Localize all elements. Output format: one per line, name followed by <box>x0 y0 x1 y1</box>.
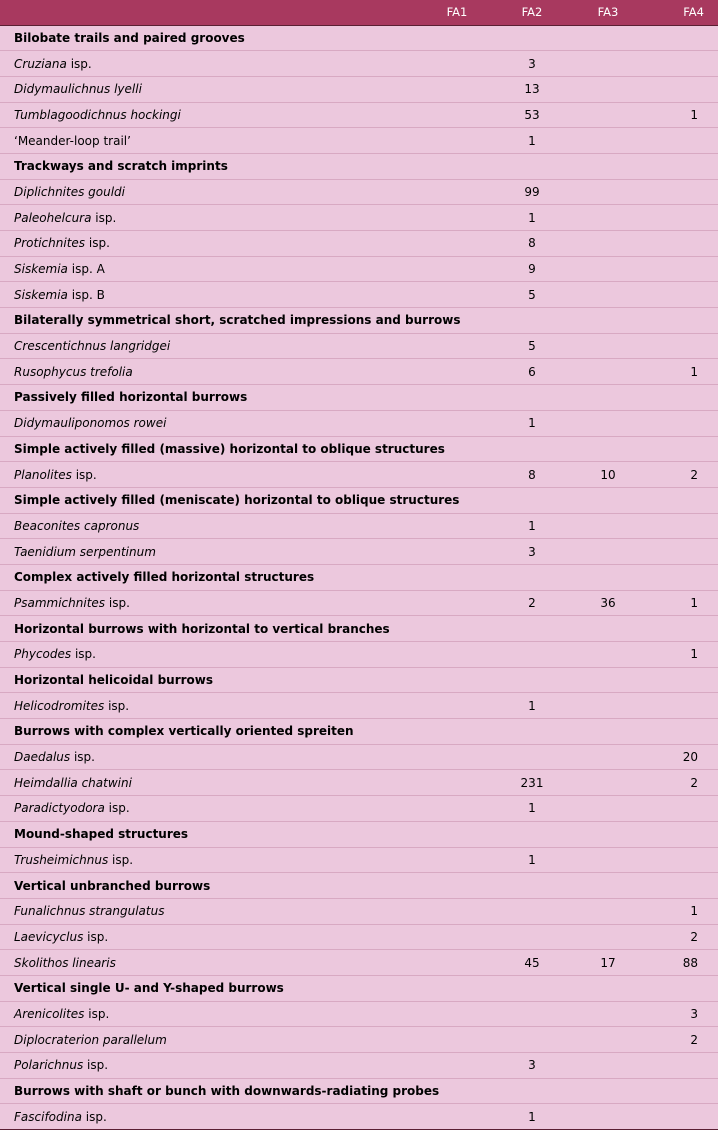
table-row <box>0 179 718 205</box>
group-row <box>0 487 718 513</box>
group-row <box>0 564 718 590</box>
taxon-italic: Laevicyclus <box>14 929 84 944</box>
table-row <box>0 76 718 102</box>
table-row <box>0 924 718 950</box>
count-fa3: 17 <box>570 950 646 976</box>
count-fa4: 2 <box>646 770 718 796</box>
taxon-italic: Skolithos linearis <box>14 955 116 970</box>
count-fa2 <box>494 642 570 668</box>
taxon-italic: Trusheimichnus <box>14 852 109 867</box>
taxon-name <box>0 410 420 436</box>
count-fa2: 1 <box>494 693 570 719</box>
count-fa2: 2 <box>494 590 570 616</box>
header-fa1: FA1 <box>420 0 494 25</box>
count-fa3 <box>570 1001 646 1027</box>
taxon-italic: Crescentichnus langridgei <box>14 339 171 354</box>
taxon-name <box>0 76 420 102</box>
taxon-suffix: isp. <box>83 1058 109 1073</box>
taxon-italic: Daedalus <box>14 750 71 765</box>
taxon-suffix: isp. <box>104 801 130 816</box>
group-row <box>0 153 718 179</box>
group-title: Trackways and scratch imprints <box>0 153 718 179</box>
count-fa4 <box>646 76 718 102</box>
group-title: Vertical unbranched burrows <box>0 873 718 899</box>
count-fa4: 1 <box>646 642 718 668</box>
taxon-suffix: isp. <box>85 236 110 251</box>
count-fa2: 1 <box>494 796 570 822</box>
table-row <box>0 1053 718 1079</box>
count-fa1 <box>420 256 494 282</box>
count-fa4 <box>646 179 718 205</box>
group-row <box>0 308 718 334</box>
table-row <box>0 410 718 436</box>
count-fa3 <box>570 282 646 308</box>
taxon-name <box>0 693 420 719</box>
count-fa4 <box>646 128 718 154</box>
count-fa4: 1 <box>646 590 718 616</box>
taxon-suffix: isp. <box>83 929 109 944</box>
taxon-italic: Arenicolites <box>14 1006 85 1021</box>
count-fa2: 1 <box>494 410 570 436</box>
count-fa1 <box>420 462 494 488</box>
taxon-suffix: isp. <box>108 852 134 867</box>
table-row <box>0 642 718 668</box>
count-fa3 <box>570 205 646 231</box>
taxon-name <box>0 231 420 257</box>
group-title: Horizontal burrows with horizontal to vertical branches <box>0 616 718 642</box>
header-fa4: FA4 <box>646 0 718 25</box>
taxon-italic: Beaconites capronus <box>14 518 140 533</box>
count-fa2: 9 <box>494 256 570 282</box>
count-fa3 <box>570 102 646 128</box>
taxon-name <box>0 128 420 154</box>
count-fa4 <box>646 513 718 539</box>
count-fa3 <box>570 359 646 385</box>
taxon-name <box>0 744 420 770</box>
count-fa3: 10 <box>570 462 646 488</box>
taxon-suffix: ‘Meander-loop trail’ <box>14 133 131 148</box>
table-row <box>0 256 718 282</box>
taxon-name <box>0 333 420 359</box>
group-row <box>0 975 718 1001</box>
table-row <box>0 950 718 976</box>
taxon-italic: Funalichnus strangulatus <box>14 904 165 919</box>
count-fa2 <box>494 1027 570 1053</box>
table-row <box>0 898 718 924</box>
count-fa2: 53 <box>494 102 570 128</box>
count-fa1 <box>420 128 494 154</box>
taxon-italic: Diplichnites gouldi <box>14 184 126 199</box>
group-row <box>0 436 718 462</box>
count-fa4: 88 <box>646 950 718 976</box>
table-row <box>0 205 718 231</box>
table-row <box>0 770 718 796</box>
count-fa2: 1 <box>494 1104 570 1130</box>
table-row <box>0 102 718 128</box>
count-fa3 <box>570 796 646 822</box>
group-title: Vertical single U- and Y-shaped burrows <box>0 975 718 1001</box>
count-fa3 <box>570 1053 646 1079</box>
group-title: Burrows with shaft or bunch with downwards-radiating probes <box>0 1078 718 1104</box>
count-fa2: 3 <box>494 1053 570 1079</box>
group-title: Horizontal helicoidal burrows <box>0 667 718 693</box>
taxon-suffix: isp. <box>70 750 95 765</box>
taxon-italic: Heimdallia chatwini <box>14 775 132 790</box>
count-fa4 <box>646 410 718 436</box>
taxon-italic: Protichnites <box>14 236 86 251</box>
table-row <box>0 847 718 873</box>
count-fa4 <box>646 256 718 282</box>
taxon-name <box>0 1053 420 1079</box>
count-fa2: 45 <box>494 950 570 976</box>
count-fa1 <box>420 333 494 359</box>
count-fa3 <box>570 231 646 257</box>
taxon-italic: Didymaulichnus lyelli <box>14 82 142 97</box>
count-fa2 <box>494 898 570 924</box>
count-fa1 <box>420 1053 494 1079</box>
count-fa3 <box>570 1027 646 1053</box>
count-fa1 <box>420 539 494 565</box>
count-fa2: 13 <box>494 76 570 102</box>
count-fa1 <box>420 179 494 205</box>
group-title: Bilaterally symmetrical short, scratched impressions and burrows <box>0 308 718 334</box>
count-fa3 <box>570 898 646 924</box>
count-fa2: 6 <box>494 359 570 385</box>
count-fa4 <box>646 693 718 719</box>
header-blank <box>0 0 420 25</box>
count-fa2 <box>494 1001 570 1027</box>
taxon-italic: Cruziana <box>14 56 67 71</box>
table-row <box>0 333 718 359</box>
count-fa4 <box>646 205 718 231</box>
count-fa2: 1 <box>494 205 570 231</box>
taxon-name <box>0 770 420 796</box>
taxon-name <box>0 205 420 231</box>
count-fa1 <box>420 744 494 770</box>
count-fa3 <box>570 256 646 282</box>
count-fa4 <box>646 539 718 565</box>
taxon-suffix: isp. <box>71 647 96 662</box>
taxon-italic: Psammichnites <box>14 595 106 610</box>
taxon-italic: Helicodromites <box>14 698 105 713</box>
header-row <box>0 0 718 25</box>
count-fa3 <box>570 179 646 205</box>
taxon-italic: Didymauliponomos rowei <box>14 416 167 431</box>
count-fa3 <box>570 76 646 102</box>
taxon-italic: Fascifodina <box>14 1109 82 1124</box>
table-body <box>0 25 718 1130</box>
count-fa1 <box>420 642 494 668</box>
count-fa1 <box>420 51 494 77</box>
header-fa3: FA3 <box>570 0 646 25</box>
count-fa3 <box>570 924 646 950</box>
count-fa3 <box>570 847 646 873</box>
table-row <box>0 539 718 565</box>
count-fa1 <box>420 693 494 719</box>
taxon-italic: Paradictyodora <box>14 801 105 816</box>
group-row <box>0 616 718 642</box>
count-fa2: 5 <box>494 333 570 359</box>
count-fa4 <box>646 847 718 873</box>
table-row <box>0 744 718 770</box>
taxon-suffix: isp. <box>66 56 92 71</box>
table-row <box>0 231 718 257</box>
taxon-name <box>0 462 420 488</box>
count-fa4 <box>646 333 718 359</box>
taxon-suffix: isp. <box>91 210 117 225</box>
count-fa2: 99 <box>494 179 570 205</box>
count-fa4: 20 <box>646 744 718 770</box>
group-title: Complex actively filled horizontal structures <box>0 564 718 590</box>
count-fa1 <box>420 231 494 257</box>
count-fa3 <box>570 333 646 359</box>
count-fa4: 3 <box>646 1001 718 1027</box>
count-fa4: 2 <box>646 924 718 950</box>
group-title: Burrows with complex vertically oriented spreiten <box>0 719 718 745</box>
taxon-name <box>0 950 420 976</box>
count-fa4 <box>646 1053 718 1079</box>
count-fa4: 2 <box>646 462 718 488</box>
count-fa3 <box>570 770 646 796</box>
taxon-suffix: isp. <box>104 698 130 713</box>
taxon-name <box>0 796 420 822</box>
taxon-name <box>0 102 420 128</box>
group-row <box>0 385 718 411</box>
count-fa1 <box>420 796 494 822</box>
table-row <box>0 693 718 719</box>
count-fa1 <box>420 898 494 924</box>
taxon-name <box>0 282 420 308</box>
count-fa1 <box>420 924 494 950</box>
taxon-suffix: isp. <box>81 1109 107 1124</box>
count-fa2: 3 <box>494 51 570 77</box>
count-fa4: 1 <box>646 898 718 924</box>
count-fa1 <box>420 205 494 231</box>
count-fa3 <box>570 51 646 77</box>
count-fa4 <box>646 282 718 308</box>
count-fa2: 1 <box>494 128 570 154</box>
count-fa2 <box>494 744 570 770</box>
table-row <box>0 796 718 822</box>
taxon-name <box>0 513 420 539</box>
count-fa3 <box>570 128 646 154</box>
count-fa4 <box>646 796 718 822</box>
group-title: Simple actively filled (meniscate) horizontal to oblique structures <box>0 487 718 513</box>
taxon-suffix: isp. B <box>67 287 105 302</box>
group-row <box>0 821 718 847</box>
count-fa3 <box>570 642 646 668</box>
count-fa2: 1 <box>494 513 570 539</box>
table-row <box>0 1001 718 1027</box>
taxon-italic: Siskemia <box>14 262 68 277</box>
table-header <box>0 0 718 25</box>
count-fa4: 1 <box>646 359 718 385</box>
taxon-italic: Tumblagoodichnus hockingi <box>14 107 181 122</box>
count-fa1 <box>420 770 494 796</box>
group-title: Mound-shaped structures <box>0 821 718 847</box>
count-fa2: 8 <box>494 462 570 488</box>
taxon-name <box>0 1001 420 1027</box>
taxon-italic: Phycodes <box>14 647 72 662</box>
count-fa4 <box>646 231 718 257</box>
taxon-suffix: isp. <box>105 595 130 610</box>
count-fa1 <box>420 102 494 128</box>
count-fa1 <box>420 1001 494 1027</box>
table-row <box>0 359 718 385</box>
taxon-italic: Diplocraterion parallelum <box>14 1032 167 1047</box>
taxon-name <box>0 359 420 385</box>
count-fa1 <box>420 1027 494 1053</box>
group-row <box>0 25 718 51</box>
taxon-suffix: isp. <box>84 1006 110 1021</box>
taxon-italic: Rusophycus trefolia <box>14 364 133 379</box>
count-fa4 <box>646 51 718 77</box>
count-fa1 <box>420 513 494 539</box>
table-row <box>0 513 718 539</box>
taxon-name <box>0 256 420 282</box>
taxon-name <box>0 898 420 924</box>
count-fa1 <box>420 410 494 436</box>
taxon-name <box>0 847 420 873</box>
count-fa3 <box>570 539 646 565</box>
table-row <box>0 282 718 308</box>
table-row <box>0 128 718 154</box>
count-fa1 <box>420 950 494 976</box>
count-fa2: 231 <box>494 770 570 796</box>
header-fa2: FA2 <box>494 0 570 25</box>
taxon-name <box>0 179 420 205</box>
count-fa4: 1 <box>646 102 718 128</box>
group-row <box>0 719 718 745</box>
group-title: Simple actively filled (massive) horizontal to oblique structures <box>0 436 718 462</box>
taxon-suffix: isp. <box>71 467 97 482</box>
count-fa2: 1 <box>494 847 570 873</box>
count-fa3 <box>570 744 646 770</box>
group-row <box>0 1078 718 1104</box>
table-row <box>0 1027 718 1053</box>
count-fa3: 36 <box>570 590 646 616</box>
count-fa2 <box>494 924 570 950</box>
count-fa4: 2 <box>646 1027 718 1053</box>
count-fa1 <box>420 282 494 308</box>
group-row <box>0 873 718 899</box>
taxon-name <box>0 1027 420 1053</box>
count-fa3 <box>570 693 646 719</box>
count-fa1 <box>420 76 494 102</box>
table-row <box>0 590 718 616</box>
taxon-italic: Planolites <box>14 467 72 482</box>
count-fa3 <box>570 513 646 539</box>
taxon-name <box>0 924 420 950</box>
count-fa2: 8 <box>494 231 570 257</box>
taxon-name <box>0 642 420 668</box>
group-row <box>0 667 718 693</box>
count-fa1 <box>420 359 494 385</box>
taxon-italic: Paleohelcura <box>14 210 92 225</box>
taxon-name <box>0 539 420 565</box>
taxon-name <box>0 51 420 77</box>
table-row <box>0 51 718 77</box>
taxon-italic: Polarichnus <box>14 1058 84 1073</box>
taxon-name <box>0 590 420 616</box>
taxon-italic: Taenidium serpentinum <box>14 544 156 559</box>
group-title: Bilobate trails and paired grooves <box>0 25 718 51</box>
count-fa1 <box>420 847 494 873</box>
taxon-suffix: isp. A <box>67 262 105 277</box>
table-row <box>0 462 718 488</box>
group-title: Passively filled horizontal burrows <box>0 385 718 411</box>
count-fa2: 5 <box>494 282 570 308</box>
taxon-italic: Siskemia <box>14 287 68 302</box>
count-fa1 <box>420 590 494 616</box>
count-fa2: 3 <box>494 539 570 565</box>
count-fa3 <box>570 410 646 436</box>
